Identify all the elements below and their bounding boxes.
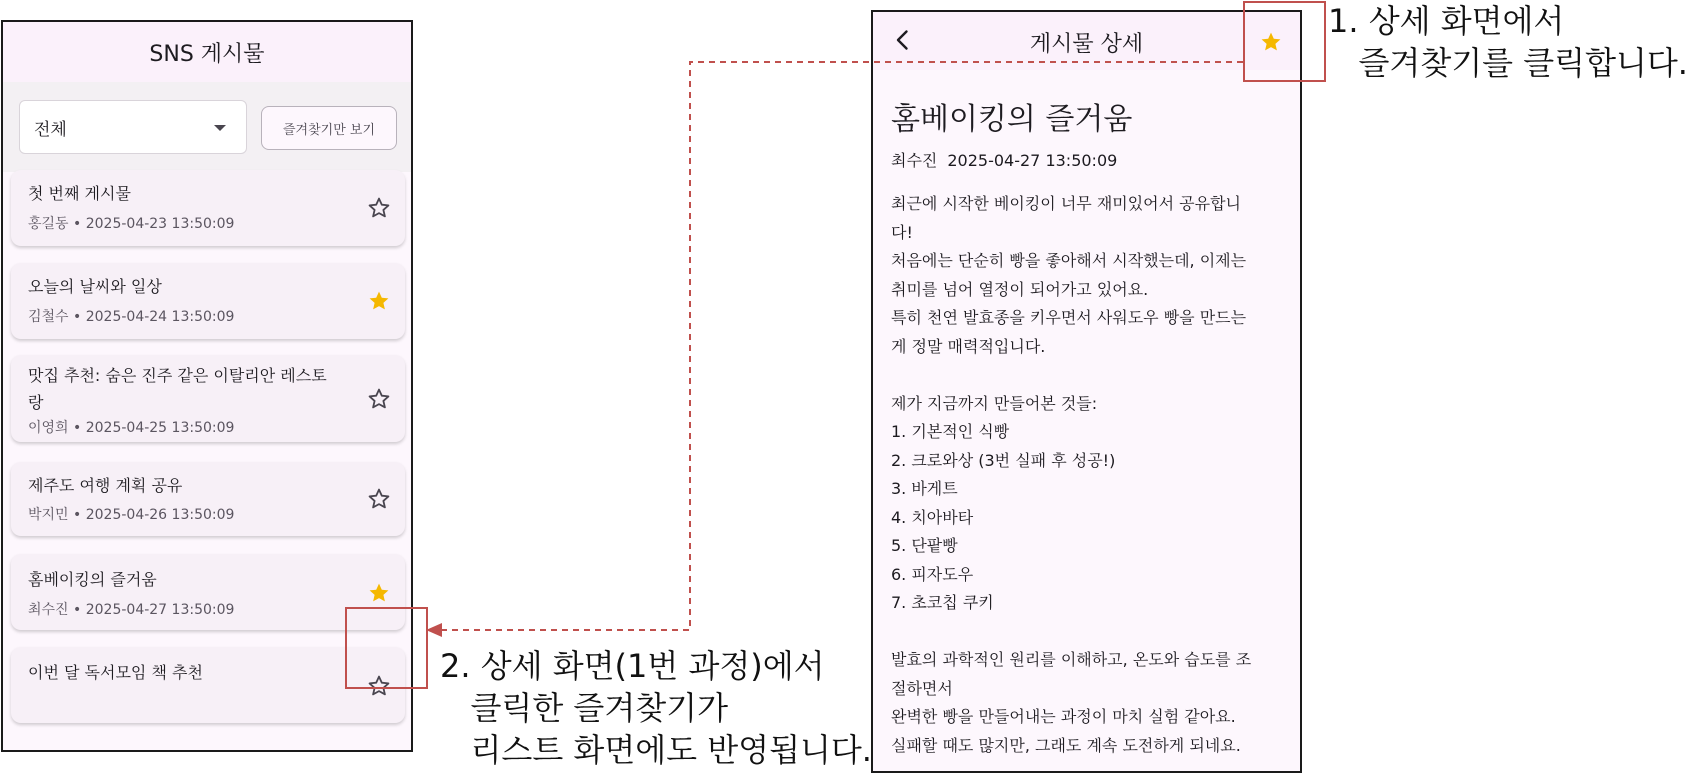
- post-meta: 홍길동 • 2025-04-23 13:50:09: [28, 216, 235, 232]
- post-body-line: 다!: [891, 222, 913, 242]
- annotation-line: 클릭한 즐겨찾기가: [440, 689, 728, 727]
- post-body-line: 절하면서: [891, 678, 953, 698]
- post-body-line: 특히 천연 발효종을 키우면서 사워도우 빵을 만드는: [891, 308, 1247, 327]
- highlight-box-list-star: [345, 607, 428, 689]
- detail-app-title: 게시물 상세: [1029, 32, 1144, 57]
- post-meta: 박지민 • 2025-04-26 13:50:09: [28, 507, 235, 523]
- post-title: 제주도 여행 계획 공유: [28, 476, 183, 495]
- post-body-line: 6. 피자도우: [891, 564, 974, 584]
- post-body-line: 처음에는 단순히 빵을 좋아해서 시작했는데, 이제는: [891, 251, 1247, 270]
- post-title: 첫 번째 게시물: [28, 184, 131, 203]
- post-body-line: 게 정말 매력적입니다.: [891, 336, 1046, 356]
- post-body-line: 취미를 넘어 열정이 되어가고 있어요.: [891, 279, 1149, 299]
- post-body-line: 제가 지금까지 만들어본 것들:: [891, 393, 1098, 413]
- post-body-line: 실패할 때도 많지만, 그래도 계속 도전하게 되네요.: [891, 735, 1241, 755]
- post-meta: 최수진 • 2025-04-27 13:50:09: [28, 602, 235, 618]
- annotation-step1: [1328, 0, 1688, 84]
- post-detail-title: 홈베이킹의 즐거움: [891, 102, 1133, 137]
- post-body-line: 7. 초코칩 쿠키: [891, 593, 994, 612]
- post-body-line: 3. 바게트: [891, 479, 958, 498]
- post-body-line: 5. 단팥빵: [891, 536, 958, 555]
- post-title: 맛집 추천: 숨은 진주 같은 이탈리안 레스토랑: [28, 366, 327, 412]
- post-title: 이번 달 독서모임 책 추천: [28, 663, 203, 682]
- annotation-line: 1. 상세 화면에서: [1328, 2, 1565, 40]
- dropdown-selected-value: 전체: [34, 119, 67, 140]
- highlight-box-detail-star: [1243, 1, 1326, 82]
- post-body-line: 1. 기본적인 식빵: [891, 422, 1010, 441]
- post-author: 최수진: [891, 151, 938, 170]
- post-meta: 이영희 • 2025-04-25 13:50:09: [28, 420, 235, 436]
- post-timestamp: 2025-04-27 13:50:09: [947, 151, 1118, 170]
- post-meta: 김철수 • 2025-04-24 13:50:09: [28, 309, 235, 325]
- post-body-line: 완벽한 빵을 만들어내는 과정이 마치 실험 같아요.: [891, 707, 1236, 726]
- annotation-line: 즐겨찾기를 클릭합니다.: [1328, 44, 1688, 82]
- post-body-line: 최근에 시작한 베이킹이 너무 재미있어서 공유합니: [891, 194, 1242, 213]
- annotation-line: 2. 상세 화면(1번 과정)에서: [440, 647, 825, 685]
- post-body-line: 발효의 과학적인 원리를 이해하고, 온도와 습도를 조: [891, 650, 1252, 669]
- list-app-title: SNS 게시물: [149, 41, 265, 67]
- annotation-line: 리스트 화면에도 반영됩니다.: [440, 731, 872, 769]
- post-body-line: 2. 크로와상 (3번 실패 후 성공!): [891, 450, 1116, 470]
- post-title: 오늘의 날씨와 일상: [28, 277, 162, 296]
- annotation-step2: [440, 645, 872, 771]
- post-title: 홈베이킹의 즐거움: [28, 570, 157, 589]
- favorites-only-button[interactable]: 즐겨찾기만 보기: [261, 106, 397, 150]
- post-body-line: 4. 치아바타: [891, 507, 974, 527]
